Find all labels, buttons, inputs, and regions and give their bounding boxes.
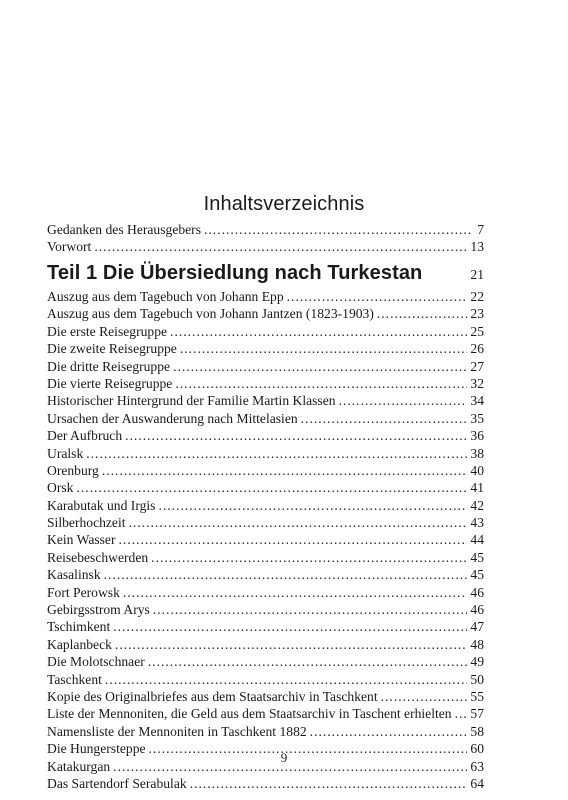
toc-entry-title: Die zweite Reisegruppe xyxy=(47,341,177,357)
toc-entry xyxy=(47,497,484,514)
toc-entry-title: Die Molotschnaer xyxy=(47,654,145,670)
toc-entry-page: 23 xyxy=(470,306,484,322)
toc-entry-title: Fort Perowsk xyxy=(47,584,120,600)
toc-entry-page: 25 xyxy=(470,323,484,339)
toc-entry-title: Taschkent xyxy=(47,671,102,687)
toc-entry xyxy=(47,323,484,340)
toc-entry xyxy=(47,288,484,305)
dot-leader xyxy=(129,514,468,531)
toc-entry-title: Silberhochzeit xyxy=(47,515,126,531)
dot-leader xyxy=(190,775,468,792)
toc-entry-title: Kasalinsk xyxy=(47,567,101,583)
dot-leader xyxy=(123,584,468,601)
toc-entry-page: 55 xyxy=(470,688,484,704)
toc-entry-title: Vorwort xyxy=(47,239,92,255)
toc-entry-title: Der Aufbruch xyxy=(47,428,123,444)
toc-entry-page: 26 xyxy=(470,341,484,357)
toc-entry-page: 48 xyxy=(470,636,484,652)
part-entries-list xyxy=(47,288,484,792)
toc-entry xyxy=(47,445,484,462)
toc-entry-page: 35 xyxy=(470,410,484,426)
toc-entry-page: 38 xyxy=(470,445,484,461)
dot-leader xyxy=(381,688,468,705)
page-number-footer: 9 xyxy=(280,750,288,765)
toc-entry-title: Liste der Mennoniten, die Geld aus dem Staatsarchiv in Taschent erhielten xyxy=(47,706,452,722)
toc-entry xyxy=(47,636,484,653)
dot-leader xyxy=(113,618,467,635)
toc-entry-title: Kopie des Originalbriefes aus dem Staatsarchiv in Taschkent xyxy=(47,688,378,704)
dot-leader xyxy=(119,531,468,548)
toc-entry-title: Die dritte Reisegruppe xyxy=(47,358,171,374)
toc-title: Inhaltsverzeichnis xyxy=(203,193,365,215)
toc-entry xyxy=(47,688,484,705)
dot-leader xyxy=(151,549,467,566)
toc-entry-page: 44 xyxy=(470,532,484,548)
toc-entry-page: 40 xyxy=(470,462,484,478)
toc-entry-page: 7 xyxy=(477,222,484,237)
toc-entry-page: 45 xyxy=(470,567,484,583)
dot-leader xyxy=(153,601,468,618)
toc-entry-page: 47 xyxy=(470,619,484,635)
toc-entry-title: Ursachen der Auswanderung nach Mittelasien xyxy=(47,410,298,426)
dot-leader xyxy=(86,445,467,462)
toc-entry xyxy=(47,723,484,740)
dot-leader xyxy=(115,636,467,653)
toc-entry xyxy=(47,601,484,618)
toc-entry xyxy=(47,221,484,238)
part-page-number: 21 xyxy=(470,267,484,282)
toc-entry xyxy=(47,531,484,548)
toc-entry-page: 41 xyxy=(470,480,484,496)
toc-entry xyxy=(47,566,484,583)
toc-entry-title: Karabutak und Irgis xyxy=(47,497,156,513)
toc-entry-page: 42 xyxy=(470,497,484,513)
dot-leader xyxy=(158,497,467,514)
toc-entry-page: 49 xyxy=(470,654,484,670)
front-matter-list xyxy=(47,221,484,256)
toc-entry-title: Das Sartendorf Serabulak xyxy=(47,775,187,791)
toc-entry-page: 46 xyxy=(470,584,484,600)
dot-leader xyxy=(339,392,468,409)
toc-entry-page: 60 xyxy=(470,741,484,757)
toc-entry xyxy=(47,618,484,635)
toc-entry-title: Uralsk xyxy=(47,445,84,461)
dot-leader xyxy=(125,427,467,444)
toc-entry-title: Gebirgsstrom Arys xyxy=(47,602,150,618)
dot-leader xyxy=(287,288,468,305)
dot-leader xyxy=(148,653,468,670)
toc-entry-title: Orsk xyxy=(47,480,74,496)
toc-entry xyxy=(47,653,484,670)
dot-leader xyxy=(301,410,468,427)
toc-entry xyxy=(47,462,484,479)
toc-entry-title: Tschimkent xyxy=(47,619,111,635)
dot-leader xyxy=(102,462,468,479)
toc-entry-page: 36 xyxy=(470,428,484,444)
toc-entry xyxy=(47,705,484,722)
dot-leader xyxy=(455,705,468,722)
toc-entry-title: Gedanken des Herausgebers xyxy=(47,222,201,237)
toc-entry xyxy=(47,340,484,357)
toc-entry-page: 63 xyxy=(470,758,484,774)
toc-entry-page: 43 xyxy=(470,515,484,531)
dot-leader xyxy=(175,375,467,392)
dot-leader xyxy=(105,671,467,688)
toc-entry-page: 32 xyxy=(470,375,484,391)
dot-leader xyxy=(94,238,467,255)
toc-entry-page: 45 xyxy=(470,549,484,565)
toc-entry-page: 46 xyxy=(470,602,484,618)
toc-entry xyxy=(47,358,484,375)
dot-leader xyxy=(377,305,468,322)
toc-entry-title: Orenburg xyxy=(47,462,99,478)
toc-entry-title: Kaplanbeck xyxy=(47,636,112,652)
toc-entry-title: Die Hungersteppe xyxy=(47,741,146,757)
toc-entry-title: Namensliste der Mennoniten in Taschkent 1882 xyxy=(47,723,307,739)
part-heading xyxy=(47,262,484,285)
toc-entry xyxy=(47,549,484,566)
dot-leader xyxy=(173,358,467,375)
toc-entry xyxy=(47,392,484,409)
toc-entry-title: Reisebeschwerden xyxy=(47,549,149,565)
toc-entry xyxy=(47,238,484,255)
toc-entry-page: 22 xyxy=(470,289,484,304)
dot-leader xyxy=(180,340,468,357)
toc-entry-title: Auszug aus dem Tagebuch von Johann Jantzen (1823-1903) xyxy=(47,306,374,322)
toc-entry-title: Die erste Reisegruppe xyxy=(47,323,168,339)
toc-entry xyxy=(47,584,484,601)
toc-entry-page: 27 xyxy=(470,358,484,374)
toc-entry xyxy=(47,305,484,322)
toc-entry-title: Die vierte Reisegruppe xyxy=(47,375,173,391)
dot-leader xyxy=(104,566,468,583)
toc-entry-page: 13 xyxy=(470,239,484,255)
toc-entry-page: 64 xyxy=(470,775,484,791)
toc-entry-page: 57 xyxy=(470,706,484,722)
toc-entry xyxy=(47,375,484,392)
toc-entry-title: Katakurgan xyxy=(47,758,111,774)
toc-entry xyxy=(47,427,484,444)
toc-entry-page: 50 xyxy=(470,671,484,687)
toc-entry-title: Kein Wasser xyxy=(47,532,116,548)
toc-entry xyxy=(47,671,484,688)
dot-leader xyxy=(310,723,468,740)
dot-leader xyxy=(170,323,467,340)
toc-entry-page: 58 xyxy=(470,723,484,739)
toc-entry-page: 34 xyxy=(470,393,484,409)
dot-leader xyxy=(204,221,471,238)
toc-entry xyxy=(47,479,484,496)
dot-leader xyxy=(76,479,467,496)
part-title: Teil 1 Die Übersiedlung nach Turkestan xyxy=(47,262,423,284)
toc-entry-title: Auszug aus dem Tagebuch von Johann Epp xyxy=(47,289,284,304)
toc-entry xyxy=(47,514,484,531)
toc-entry xyxy=(47,410,484,427)
toc-entry xyxy=(47,775,484,792)
toc-entry-title: Historischer Hintergrund der Familie Martin Klassen xyxy=(47,393,336,409)
